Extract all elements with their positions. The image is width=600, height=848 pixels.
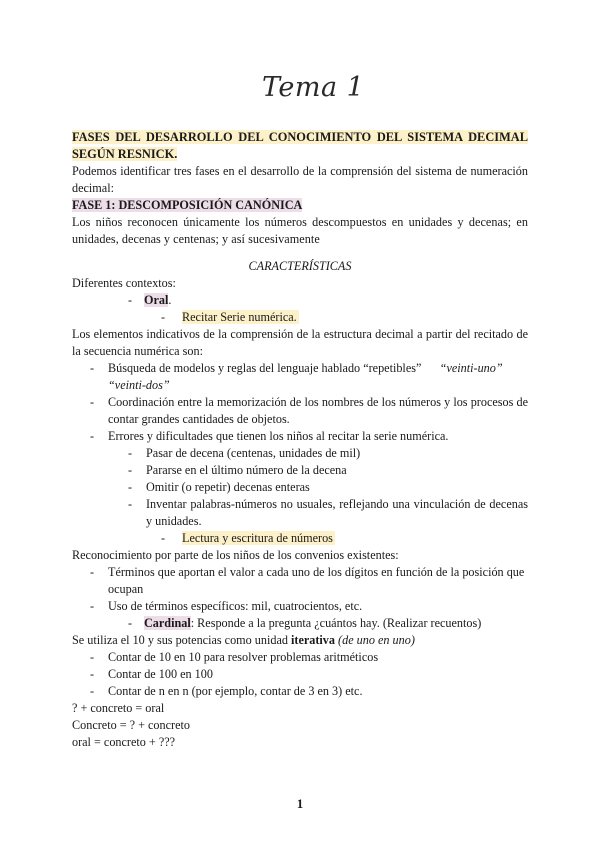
- main-heading: FASES DEL DESARROLLO DEL CONOCIMIENTO DEL SISTEMA DECIMAL SEGÚN RESNICK.: [72, 130, 528, 161]
- characteristics-heading: CARACTERÍSTICAS: [248, 259, 352, 273]
- count-item: - Contar de 10 en 10 para resolver problemas aritméticos: [90, 650, 379, 664]
- count-item: - Contar de 100 en 100: [90, 667, 213, 681]
- elements-paragraph: Los elementos indicativos de la comprensión de la estructura decimal a partir del recitado de la secuencia numérica son:: [72, 327, 528, 358]
- document-body: [72, 129, 528, 751]
- iterative-paragraph: Se utiliza el 10 y sus potencias como unidad iterativa (de uno en uno): [72, 633, 415, 647]
- error-item: - Omitir (o repetir) decenas enteras: [128, 480, 310, 494]
- phase1-paragraph: Los niños reconocen únicamente los números descompuestos en unidades y decenas; en unidades, decenas y centenas; y así sucesivamente: [72, 215, 528, 246]
- recognition-paragraph: Reconocimiento por parte de los niños de los convenios existentes:: [72, 548, 399, 562]
- elements-item-2: - Coordinación entre la memorización de los nombres de los números y los procesos de contar grandes cantidades de objetos.: [90, 395, 528, 426]
- cardinal-item: - Cardinal: Responde a la pregunta ¿cuántos hay. (Realizar recuentos): [128, 616, 482, 630]
- recognition-item: - Términos que aportan el valor a cada uno de los dígitos en función de la posición que ocupan: [90, 565, 525, 596]
- reading-item: - Lectura y escritura de números: [161, 531, 333, 545]
- phase1-heading: FASE 1: DESCOMPOSICIÓN CANÓNICA: [72, 198, 303, 212]
- count-item: - Contar de n en n (por ejemplo, contar de 3 en 3) etc.: [90, 684, 363, 698]
- contexts-label: Diferentes contextos:: [72, 276, 176, 290]
- elements-item-1: - Búsqueda de modelos y reglas del lenguaje hablado “repetibles” “veinti-uno” “veinti-dos”: [90, 361, 503, 392]
- error-item: - Pararse en el último número de la decena: [128, 463, 347, 477]
- oral-item: - Oral.: [128, 293, 172, 307]
- recognition-item: - Uso de términos específicos: mil, cuatrocientos, etc.: [90, 599, 363, 613]
- intro-paragraph: Podemos identificar tres fases en el desarrollo de la comprensión del sistema de numeración decimal:: [72, 164, 528, 195]
- equation-line: ? + concreto = oral: [72, 701, 165, 715]
- page-number: 1: [296, 796, 304, 811]
- elements-item-3: - Errores y dificultades que tienen los niños al recitar la serie numérica.: [90, 429, 449, 443]
- equation-line: oral = concreto + ???: [72, 735, 176, 749]
- page-title: Tema 1: [262, 72, 365, 103]
- equation-line: Concreto = ? + concreto: [72, 718, 190, 732]
- error-item: - Inventar palabras-números no usuales, reflejando una vinculación de decenas y unidades.: [128, 497, 528, 528]
- error-item: - Pasar de decena (centenas, unidades de mil): [128, 446, 361, 460]
- recite-item: - Recitar Serie numérica.: [161, 310, 297, 324]
